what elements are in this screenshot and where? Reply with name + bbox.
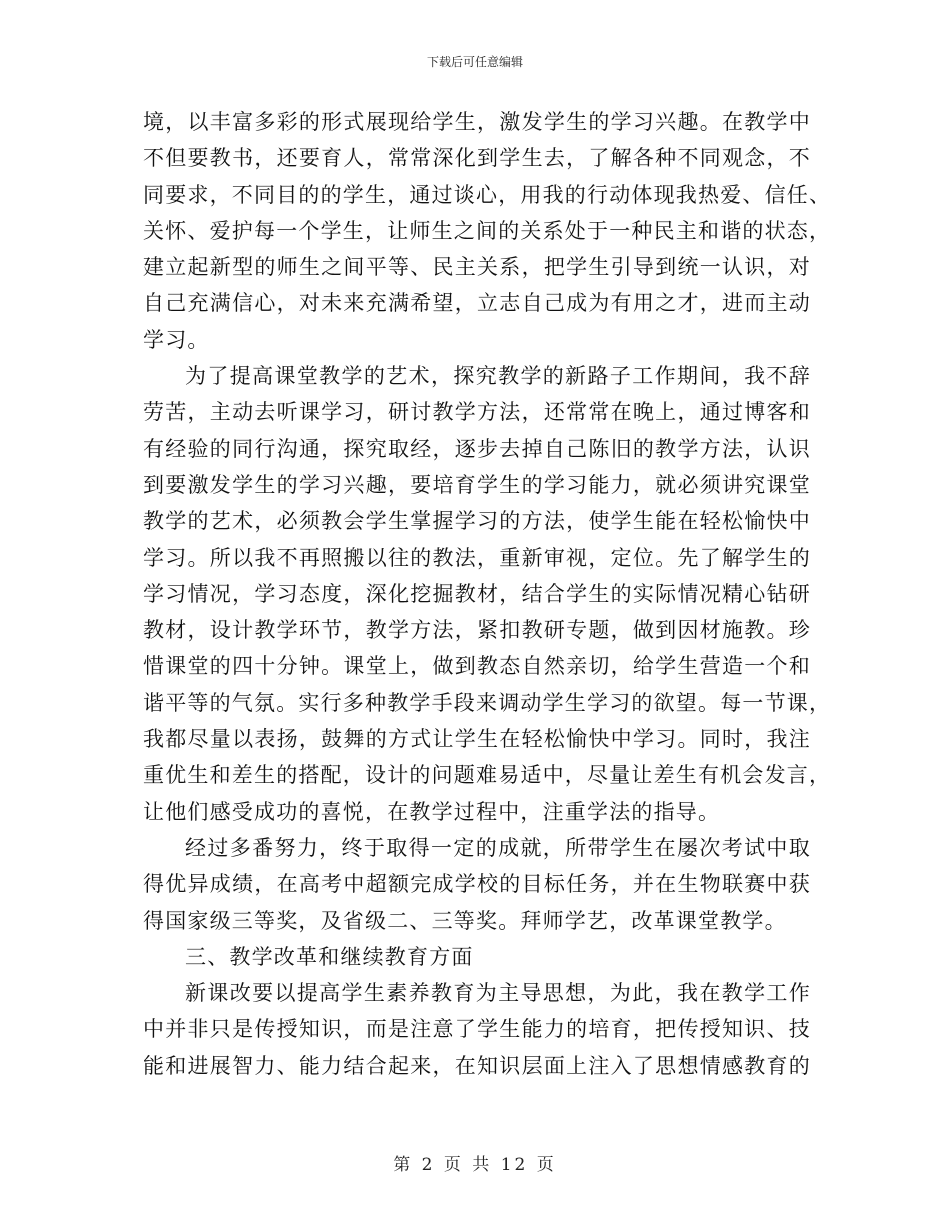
paragraph-line: 劳苦，主动去听课学习，研讨教学方法，还常常在晚上，通过博客和: [143, 400, 811, 425]
paragraph-line: 得优异成绩，在高考中超额完成学校的目标任务，并在生物联赛中获: [143, 872, 811, 897]
paragraph-line: 学习。所以我不再照搬以往的教法，重新审视，定位。先了解学生的: [143, 545, 811, 570]
paragraph-line: 同要求，不同目的的学生，通过谈心，用我的行动体现我热爱、信任、: [143, 182, 832, 207]
paragraph-line: 建立起新型的师生之间平等、民主关系，把学生引导到统一认识，对: [143, 255, 811, 280]
paragraph-line: 自己充满信心，对未来充满希望，立志自己成为有用之才，进而主动: [143, 291, 811, 316]
paragraph-line: 得国家级三等奖，及省级二、三等奖。拜师学艺，改革课堂教学。: [143, 908, 787, 933]
paragraph-line: 中并非只是传授知识，而是注意了学生能力的培育，把传授知识、技: [143, 1017, 811, 1042]
paragraph-line: 教材，设计教学环节，教学方法，紧扣教研专题，做到因材施教。珍: [143, 618, 811, 643]
paragraph-line: 能和进展智力、能力结合起来，在知识层面上注入了思想情感教育的: [143, 1053, 811, 1078]
paragraph-line: 学习。: [143, 327, 210, 352]
paragraph-line: 新课改要以提高学生素养教育为主导思想，为此，我在教学工作: [185, 981, 811, 1006]
paragraph-line: 学习情况，学习态度，深化挖掘教材，结合学生的实际情况精心钻研: [143, 581, 811, 606]
paragraph-line: 境，以丰富多彩的形式展现给学生，激发学生的学习兴趣。在教学中: [143, 110, 811, 134]
paragraph-line: 关怀、爱护每一个学生，让师生之间的关系处于一种民主和谐的状态，: [143, 218, 832, 243]
paragraph-line: 不但要教书，还要育人，常常深化到学生去，了解各种不同观念，不: [143, 146, 811, 171]
page-header: 下载后可任意编辑: [426, 55, 523, 69]
paragraph-line: 到要激发学生的学习兴趣，要培育学生的学习能力，就必须讲究课堂: [143, 472, 811, 497]
paragraph-line: 让他们感受成功的喜悦，在教学过程中，注重学法的指导。: [143, 799, 721, 824]
paragraph-line: 我都尽量以表扬，鼓舞的方式让学生在轻松愉快中学习。同时，我注: [143, 727, 811, 752]
paragraph-line: 谐平等的气氛。实行多种教学手段来调动学生学习的欲望。每一节课，: [143, 690, 832, 715]
paragraph-line: 重优生和差生的搭配，设计的问题难易适中，尽量让差生有机会发言，: [143, 763, 832, 788]
paragraph-line: 三、教学改革和继续教育方面: [185, 944, 474, 969]
paragraph-line: 经过多番努力，终于取得一定的成就，所带学生在屡次考试中取: [185, 835, 811, 860]
paragraph-line: 为了提高课堂教学的艺术，探究教学的新路子工作期间，我不辞: [185, 364, 811, 389]
document-body: [143, 104, 832, 1084]
paragraph-line: 惜课堂的四十分钟。课堂上，做到教态自然亲切，给学生营造一个和: [143, 654, 811, 679]
page-number-footer: 第 2 页 共 12 页: [393, 1155, 557, 1175]
paragraph-line: 有经验的同行沟通，探究取经，逐步去掉自己陈旧的教学方法，认识: [143, 436, 811, 461]
paragraph-line: 教学的艺术，必须教会学生掌握学习的方法，使学生能在轻松愉快中: [143, 509, 811, 534]
